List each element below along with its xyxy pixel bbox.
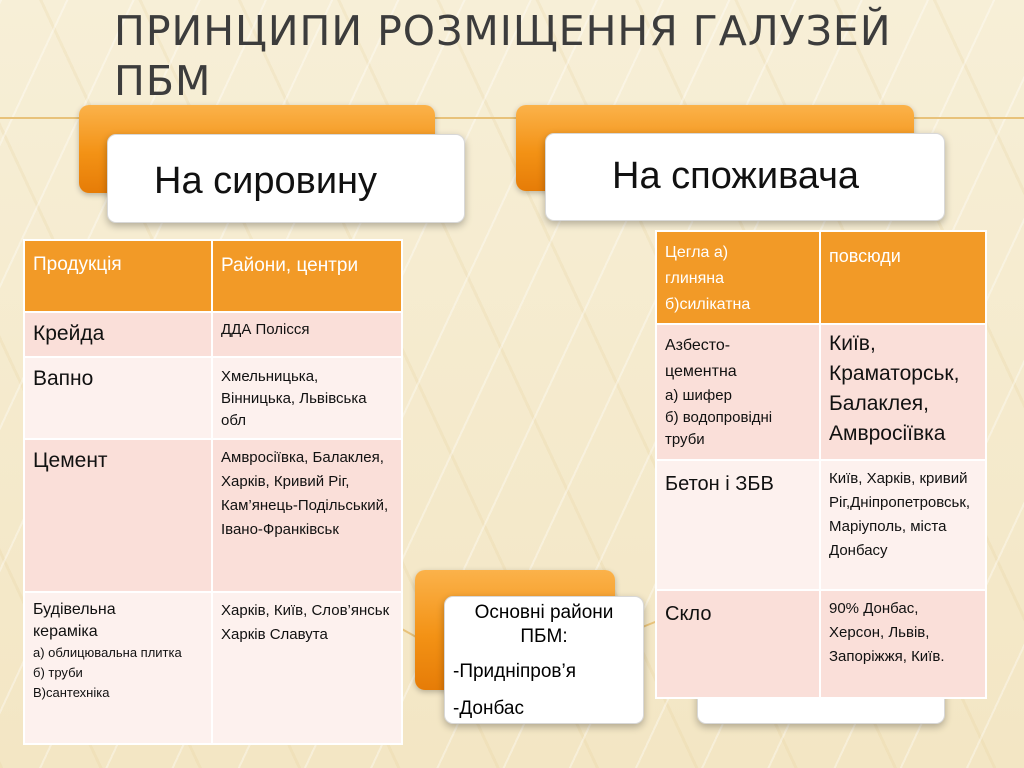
product-cell [24, 592, 212, 744]
product-cell [656, 324, 820, 460]
header-regions: Райони, центри [212, 240, 402, 312]
header-product [656, 231, 820, 324]
product-cell: Крейда [24, 312, 212, 357]
consumer-label: На споживача [612, 155, 860, 197]
main-regions-line-3: -Придніпров’я [453, 661, 576, 682]
header-product-line-1: Цегла а) [665, 244, 729, 261]
regions-cell: Харків, Київ, Слов’янськ Харків Славута [212, 592, 402, 744]
main-regions-line-2: ПБМ: [520, 626, 568, 647]
title-line-1: ПРИНЦИПИ РОЗМІЩЕННЯ ГАЛУЗЕЙ [114, 7, 892, 55]
product-option-b: б) труби [33, 665, 83, 680]
table-header-row [24, 240, 402, 312]
regions-cell: Амвросіївка, Балаклея, Харків, Кривий Ріг, Кам’янець-Подільський, Івано-Франківськ [212, 439, 402, 592]
regions-cell: ДДА Полісся [212, 312, 402, 357]
product-cell: Бетон і ЗБВ [656, 460, 820, 590]
table-row [24, 357, 402, 439]
header-product-line-3: б)силікатна [665, 296, 751, 313]
product-option-a: а) облицювальна плитка [33, 645, 182, 660]
raw-material-box [107, 134, 465, 223]
header-product: Продукція [24, 240, 212, 312]
product-title: Будівельна кераміка [33, 601, 116, 640]
product-line: б) водопровідні [665, 409, 773, 426]
consumer-box [545, 133, 945, 221]
regions-cell: Хмельницька, Вінницька, Львівська обл [212, 357, 402, 439]
product-cell: Скло [656, 590, 820, 698]
header-regions: повсюди [820, 231, 986, 324]
product-cell: Цемент [24, 439, 212, 592]
product-line: Азбесто- [665, 337, 731, 354]
regions-cell: Київ, Краматорськ, Балаклея, Амвросіївка [820, 324, 986, 460]
product-line: труби [665, 431, 705, 448]
regions-cell: Київ, Харків, кривий Ріг,Дніпропетровськ, Маріуполь, міста Донбасу [820, 460, 986, 590]
regions-cell: 90% Донбас, Херсон, Львів, Запоріжжя, Київ. [820, 590, 986, 698]
table-row [656, 460, 986, 590]
product-cell: Вапно [24, 357, 212, 439]
product-line: а) шифер [665, 387, 732, 404]
main-regions-line-1: Основні райони [474, 602, 614, 623]
header-product-line-2: глиняна [665, 270, 724, 287]
table-row [656, 590, 986, 698]
product-option-c: В)сантехніка [33, 685, 110, 700]
raw-material-table [23, 239, 403, 745]
consumer-table [655, 230, 987, 699]
table-row [24, 592, 402, 744]
table-header-row [656, 231, 986, 324]
table-row [656, 324, 986, 460]
product-line: цементна [665, 363, 737, 380]
main-regions-line-4: -Донбас [453, 698, 524, 719]
table-row [24, 439, 402, 592]
raw-material-label: На сировину [154, 160, 378, 202]
title-line-2: ПБМ [114, 57, 212, 105]
table-row [24, 312, 402, 357]
main-regions-box [444, 596, 644, 724]
